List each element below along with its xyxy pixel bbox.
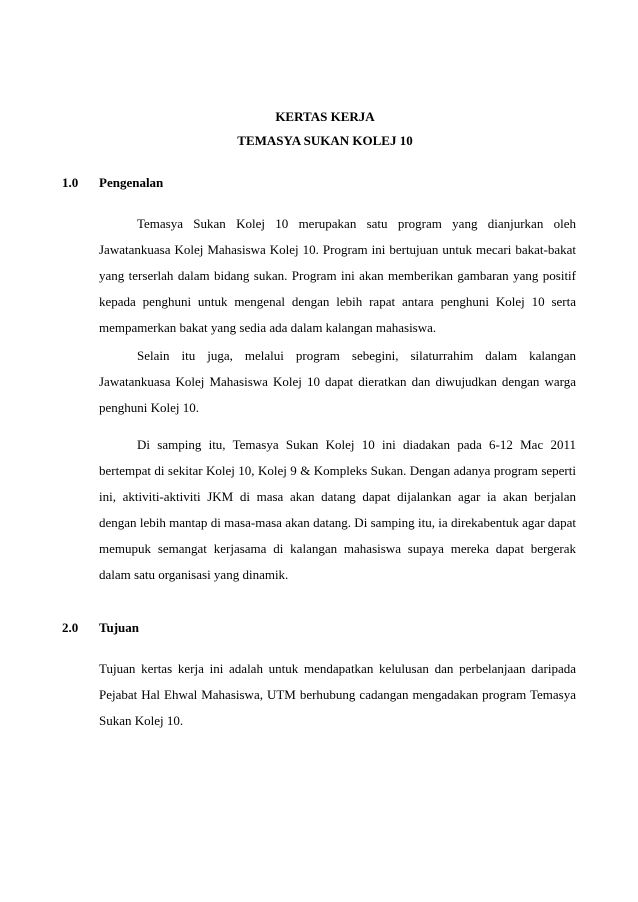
paragraph: Di samping itu, Temasya Sukan Kolej 10 ini diadakan pada 6-12 Mac 2011 bertempat di sekitar Kolej 10, Kolej 9 & Kompleks Sukan. Dengan adanya program seperti ini, aktiviti-aktiviti JKM di masa akan datang dapat dijalankan agar ia akan berjalan dengan lebih mantap di masa-masa akan datang. Di samping itu, ia direkabentuk agar dapat memupuk semangat kerjasama di kalangan mahasiswa supaya mereka dapat bergerak dalam satu organisasi yang dinamik. [99, 437, 576, 582]
paragraph: Temasya Sukan Kolej 10 merupakan satu program yang dianjurkan oleh Jawatankuasa Kolej Mahasiswa Kolej 10. Program ini bertujuan untuk mecari bakat-bakat yang terserlah dalam bidang sukan. Program ini akan memberikan gambaran yang positif kepada penghuni untuk mengenal dengan lebih rapat antara penghuni Kolej 10 serta mempamerkan bakat yang sedia ada dalam kalangan mahasiswa. [99, 216, 576, 335]
section-number: 1.0 [62, 175, 79, 190]
section-heading-pengenalan [62, 173, 163, 193]
title-line-1: KERTAS KERJA [275, 109, 375, 124]
section-heading-tujuan [62, 618, 139, 638]
section-title: Pengenalan [99, 175, 164, 190]
section-number: 2.0 [62, 620, 79, 635]
paragraph: Tujuan kertas kerja ini adalah untuk mendapatkan kelulusan dan perbelanjaan daripada Pejabat Hal Ehwal Mahasiswa, UTM berhubung cadangan mengadakan program Temasya Sukan Kolej 10. [99, 661, 576, 728]
section-title: Tujuan [99, 620, 139, 635]
document-title [0, 105, 638, 153]
title-line-2: TEMASYA SUKAN KOLEJ 10 [237, 133, 413, 148]
paragraph: Selain itu juga, melalui program sebegini, silaturrahim dalam kalangan Jawatankuasa Kolej Mahasiswa Kolej 10 dapat dieratkan dan diwujudkan dengan warga penghuni Kolej 10. [99, 348, 576, 415]
